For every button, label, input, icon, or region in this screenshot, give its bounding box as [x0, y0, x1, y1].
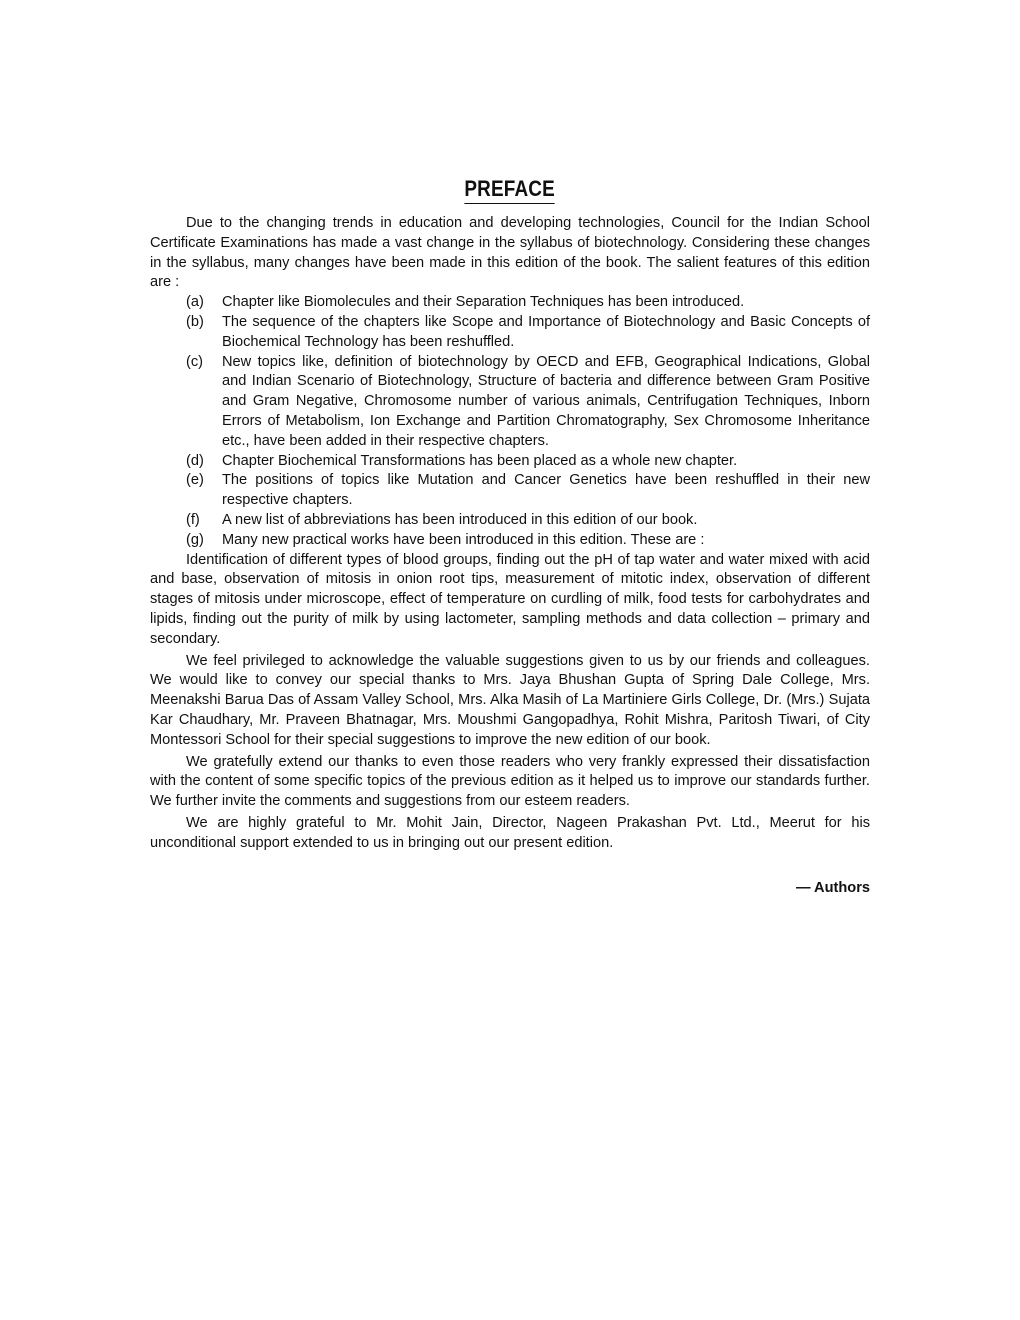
intro-paragraph: Due to the changing trends in education and developing technologies, Council for the Indian School Certificate Examinations has made a vast change in the syllabus of biotechnology. Considering these changes in the syllabus, many changes have been made in this edition of the book. The salient features of this edition are :: [150, 215, 870, 291]
list-item-text: The sequence of the chapters like Scope and Importance of Biotechnology and Basic Concepts of Biochemical Technology has been reshuffled.: [222, 313, 870, 350]
list-item-marker: (b): [186, 313, 204, 330]
list-item: [150, 511, 870, 531]
list-item-marker: (e): [186, 472, 204, 489]
list-item-marker: (g): [186, 531, 204, 548]
list-item-text: Chapter like Biomolecules and their Separation Techniques has been introduced.: [222, 294, 745, 311]
list-item-text: A new list of abbreviations has been introduced in this edition of our book.: [222, 511, 698, 528]
page-title: PREFACE: [465, 176, 556, 204]
acknowledgement-paragraph: We feel privileged to acknowledge the valuable suggestions given to us by our friends and colleagues. We would like to convey our special thanks to Mrs. Jaya Bhushan Gupta of Spring Dale College, Mrs. Meenakshi Barua Das of Assam Valley School, Mrs. Alka Masih of La Martiniere Girls College, Dr. (Mrs.) Sujata Kar Chaudhary, Mr. Praveen Bhatnagar, Mrs. Moushmi Gangopadhya, Rohit Mishra, Paritosh Tiwari, of City Montessori School for their special suggestions to improve the new edition of our book.: [150, 652, 870, 748]
list-item-text: The positions of topics like Mutation and Cancer Genetics have been reshuffled in their new respective chapters.: [222, 472, 870, 509]
list-item-marker: (c): [186, 353, 204, 370]
list-item-text: Chapter Biochemical Transformations has been placed as a whole new chapter.: [222, 452, 738, 469]
thanks-readers-paragraph: We gratefully extend our thanks to even those readers who very frankly expressed their dissatisfaction with the content of some specific topics of the previous edition as it helped us to improve our standards further. We further invite the comments and suggestions from our esteem readers.: [150, 753, 870, 810]
list-item: [150, 313, 870, 353]
list-item-marker: (f): [186, 511, 200, 528]
list-item-marker: (a): [186, 294, 204, 311]
preface-page: [150, 176, 870, 898]
list-item: [150, 353, 870, 452]
list-item-text: Many new practical works have been introduced in this edition. These are :: [222, 531, 705, 548]
features-list: [150, 293, 870, 550]
practicals-paragraph: Identification of different types of blood groups, finding out the pH of tap water and water mixed with acid and base, observation of mitosis in onion root tips, measurement of mitotic index, observation of different stages of mitosis under microscope, effect of temperature on curdling of milk, food tests for carbohydrates and lipids, finding out the purity of milk by using lactometer, sampling methods and data collection – primary and secondary.: [150, 551, 870, 647]
list-item-text: New topics like, definition of biotechnology by OECD and EFB, Geographical Indications, Global and Indian Scenario of Biotechnology, Structure of bacteria and difference between Gram Positive and Gram Negative, Chromosome number of various animals, Centrifugation Techniques, Inborn Errors of Metabolism, Ion Exchange and Partition Chromatography, Sex Chromosome Inheritance etc., have been added in their respective chapters.: [222, 353, 870, 449]
thanks-publisher-paragraph: We are highly grateful to Mr. Mohit Jain, Director, Nageen Prakashan Pvt. Ltd., Meerut for his unconditional support extended to us in bringing out our present edition.: [150, 814, 870, 851]
title-container: [150, 176, 870, 204]
list-item: [150, 471, 870, 511]
list-item: [150, 452, 870, 472]
list-item: [150, 293, 870, 313]
signature: — Authors: [795, 879, 870, 896]
list-item: [150, 531, 870, 551]
list-item-marker: (d): [186, 452, 204, 469]
